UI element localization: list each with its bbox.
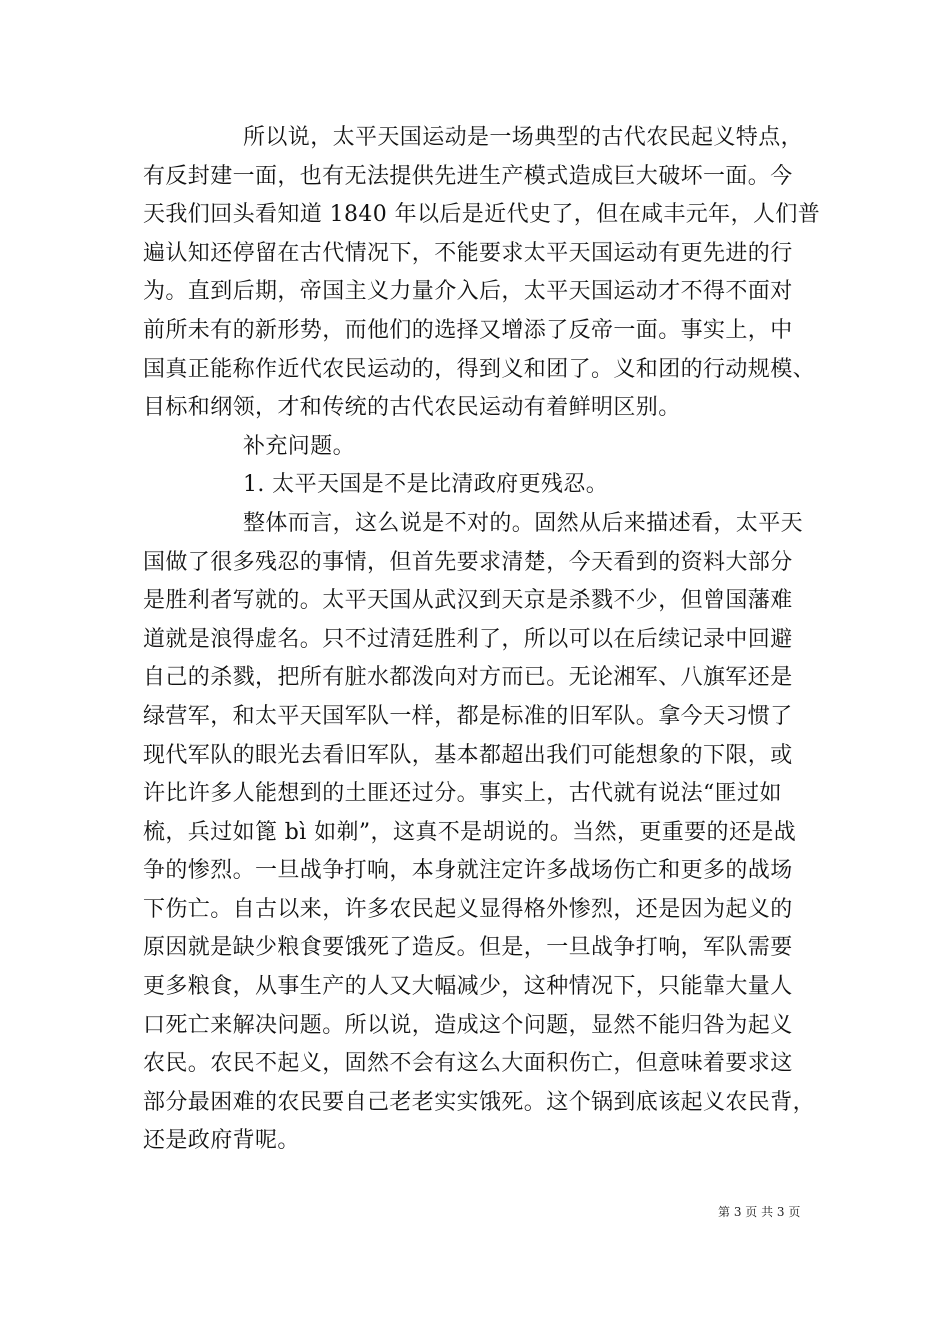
paragraph-line: 还是政府背呢。 bbox=[143, 1128, 300, 1154]
section-heading: 补充问题。 bbox=[243, 433, 356, 459]
paragraph-line: 原因就是缺少粮食要饿死了造反。但是，一旦战争打响，军队需要 bbox=[143, 935, 793, 961]
paragraph-line: 农民。农民不起义，固然不会有这么大面积伤亡，但意味着要求这 bbox=[143, 1051, 793, 1077]
paragraph-line: 更多粮食，从事生产的人又大幅减少，这种情况下，只能靠大量人 bbox=[143, 974, 793, 1000]
paragraph-line: 整体而言，这么说是不对的。固然从后来描述看，太平天 bbox=[243, 510, 804, 536]
paragraph-line: 下伤亡。自古以来，许多农民起义显得格外惨烈，还是因为起义的 bbox=[143, 896, 793, 922]
page-number-footer: 第 3 页 共 3 页 bbox=[718, 1205, 801, 1219]
paragraph-line: 为。直到后期，帝国主义力量介入后，太平天国运动才不得不面对 bbox=[143, 279, 793, 305]
paragraph-line: 国真正能称作近代农民运动的，得到义和团了。义和团的行动规模、 bbox=[143, 356, 816, 382]
paragraph-line: 道就是浪得虚名。只不过清廷胜利了，所以可以在后续记录中回避 bbox=[143, 626, 793, 652]
paragraph-line: 口死亡来解决问题。所以说，造成这个问题，显然不能归咎为起义 bbox=[143, 1012, 793, 1038]
paragraph-line: 所以说，太平天国运动是一场典型的古代农民起义特点， bbox=[243, 125, 804, 150]
question-heading: 1. 太平天国是不是比清政府更残忍。 bbox=[243, 472, 609, 498]
paragraph-line: 部分最困难的农民要自己老老实实饿死。这个锅到底该起义农民背， bbox=[143, 1089, 816, 1115]
paragraph-line: 有反封建一面，也有无法提供先进生产模式造成巨大破坏一面。今 bbox=[143, 163, 793, 189]
paragraph-line: 国做了很多残忍的事情，但首先要求清楚，今天看到的资料大部分 bbox=[143, 549, 793, 575]
paragraph-line: 前所未有的新形势，而他们的选择又增添了反帝一面。事实上，中 bbox=[143, 317, 793, 343]
paragraph-line: 目标和纲领，才和传统的古代农民运动有着鲜明区别。 bbox=[143, 395, 681, 421]
paragraph-line: 争的惨烈。一旦战争打响，本身就注定许多战场伤亡和更多的战场 bbox=[143, 858, 793, 884]
paragraph-line: 是胜利者写就的。太平天国从武汉到天京是杀戮不少，但曾国藩难 bbox=[143, 588, 793, 614]
paragraph-line: 现代军队的眼光去看旧军队，基本都超出我们可能想象的下限，或 bbox=[143, 742, 793, 768]
paragraph-line: 梳，兵过如篦 bì 如剃”，这真不是胡说的。当然，更重要的还是战 bbox=[143, 819, 797, 845]
paragraph-line: 遍认知还停留在古代情况下，不能要求太平天国运动有更先进的行 bbox=[143, 240, 793, 266]
paragraph-line: 天我们回头看知道 1840 年以后是近代史了，但在咸丰元年，人们普 bbox=[143, 202, 821, 228]
paragraph-line: 许比许多人能想到的土匪还过分。事实上，古代就有说法“匪过如 bbox=[143, 781, 782, 807]
paragraph-line: 绿营军，和太平天国军队一样，都是标准的旧军队。拿今天习惯了 bbox=[143, 703, 793, 729]
document-body bbox=[143, 119, 833, 1161]
paragraph-line: 自己的杀戮，把所有脏水都泼向对方而已。无论湘军、八旗军还是 bbox=[143, 665, 793, 691]
